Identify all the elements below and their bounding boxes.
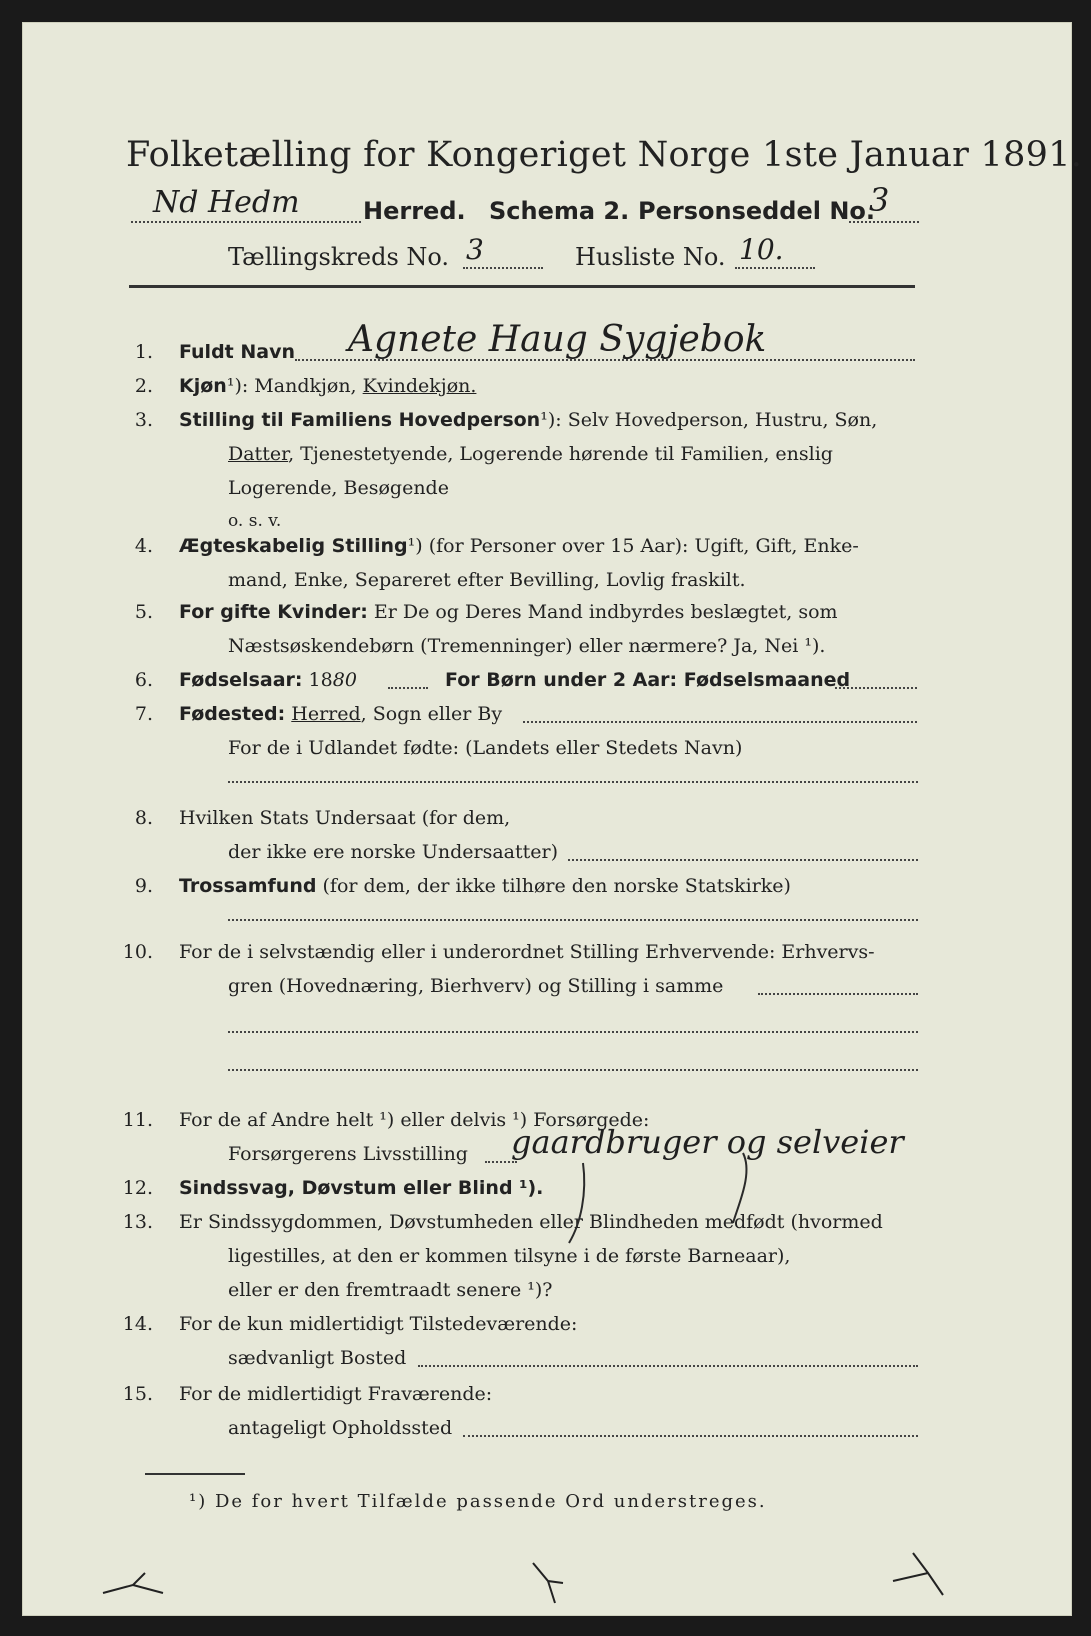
item-text: , Sogn eller By (360, 703, 503, 725)
fill-line (418, 1365, 918, 1367)
husliste-dotted-line (735, 267, 815, 269)
item-number: 6. (134, 669, 153, 691)
item-number: 3. (134, 409, 153, 431)
item-number: 4. (134, 535, 153, 557)
item-text: eller er den fremtraadt senere ¹)? (228, 1279, 553, 1301)
item-text: antageligt Opholdssted (228, 1417, 453, 1439)
item-text: Næstsøskendebørn (Tremenninger) eller nærmere? Ja, Nei ¹). (228, 635, 826, 657)
item-text: o. s. v. (228, 511, 282, 531)
birth-year-value: 80 (332, 669, 357, 691)
item-text: (for dem, der ikke tilhøre den norske Statskirke) (322, 875, 791, 897)
item-text: For de i Udlandet fødte: (Landets eller Stedets Navn) (228, 737, 743, 759)
item-text: For Børn under 2 Aar: Fødselsmaaned (445, 669, 851, 691)
item-number: 8. (134, 807, 153, 829)
item-text: ¹): Mandkjøn, (226, 375, 363, 397)
fill-line (228, 781, 918, 783)
item-number: 13. (122, 1211, 153, 1233)
item-number: 2. (134, 375, 153, 397)
item-label: Sindssvag, Døvstum eller Blind ¹). (179, 1177, 544, 1199)
full-name-value: Agnete Haug Sygjebok (348, 319, 767, 360)
handwritten-strokes (563, 1143, 823, 1253)
personseddel-value: 3 (869, 181, 890, 219)
herred-dotted-line (131, 221, 361, 223)
item-label: For de kun midlertidigt Tilstedeværende: (179, 1313, 578, 1335)
footnote: ¹) De for hvert Tilfælde passende Ord understreges. (189, 1491, 767, 1512)
item-text: Er Sindssygdommen, Døvstumheden eller Blindheden medfødt (hvormed (179, 1211, 883, 1233)
item-number: 14. (122, 1313, 153, 1335)
underlined-choice: Datter (228, 443, 289, 465)
fill-line (523, 721, 917, 723)
header-rule (129, 285, 915, 288)
item-label: Stilling til Familiens Hovedperson (179, 409, 541, 431)
item-number: 12. (122, 1177, 153, 1199)
provider-occupation-value: gaardbruger og selveier (511, 1123, 904, 1161)
item-label: Fuldt Navn (179, 341, 296, 363)
item-label: Hvilken Stats Undersaat (for dem, (179, 807, 511, 829)
personseddel-label: Personseddel No. (638, 197, 876, 225)
fill-line (758, 993, 918, 995)
item-number: 1. (134, 341, 153, 363)
item-label: For gifte Kvinder: (179, 601, 368, 623)
footnote-rule (145, 1473, 245, 1475)
item-label: For de i selvstændig eller i underordnet Stilling Erhvervende: Erhvervs- (179, 941, 875, 963)
item-label: Kjøn (179, 375, 227, 397)
fill-line (568, 859, 918, 861)
birth-year-prefix: 18 (308, 669, 333, 691)
item-number: 7. (134, 703, 153, 725)
fill-line (228, 1031, 918, 1033)
kreds-label: Tællingskreds No. (228, 243, 450, 271)
item-label: Ægteskabelig Stilling (179, 535, 408, 557)
fill-line (835, 687, 917, 689)
item-label: Fødselsaar: (179, 669, 303, 691)
item-number: 11. (122, 1109, 153, 1131)
form-title: Folketælling for Kongeriget Norge 1ste Januar 1891. (126, 135, 1083, 175)
item-label: Fødested: (179, 703, 286, 725)
item-text: ¹) (for Personer over 15 Aar): Ugift, Gift, Enke- (407, 535, 859, 557)
item-text: Er De og Deres Mand indbyrdes beslægtet, som (373, 601, 838, 623)
item-number: 10. (122, 941, 153, 963)
item-label: For de af Andre helt ¹) eller delvis ¹) Forsørgede: (179, 1109, 650, 1131)
item-text: Forsørgerens Livsstilling (228, 1143, 468, 1165)
fill-line (485, 1161, 517, 1163)
kreds-value: 3 (466, 233, 484, 266)
kreds-dotted-line (463, 267, 543, 269)
fill-line (228, 1069, 918, 1071)
item-number: 15. (122, 1383, 153, 1405)
item-label: For de midlertidigt Fraværende: (179, 1383, 493, 1405)
item-number: 5. (134, 601, 153, 623)
fill-line (463, 1435, 918, 1437)
item-label: Trossamfund (179, 875, 317, 897)
item-text: mand, Enke, Separeret efter Bevilling, Lovlig fraskilt. (228, 569, 746, 591)
item-text: der ikke ere norske Undersaatter) (228, 841, 558, 863)
item-text: sædvanligt Bosted (228, 1347, 407, 1369)
husliste-value: 10. (739, 233, 784, 266)
fill-line (388, 687, 428, 689)
item-text: Logerende, Besøgende (228, 477, 449, 499)
herred-value: Nd Hedm (153, 185, 300, 220)
fill-line (228, 919, 918, 921)
item-text: ligestilles, at den er kommen tilsyne i de første Barneaar), (228, 1245, 791, 1267)
item-text: ¹): Selv Hovedperson, Hustru, Søn, (540, 409, 878, 431)
husliste-label: Husliste No. (575, 243, 726, 271)
item-text: gren (Hovednæring, Bierhverv) og Stilling i samme (228, 975, 724, 997)
item-number: 9. (134, 875, 153, 897)
personseddel-dotted-line (849, 221, 919, 223)
underlined-choice: Kvindekjøn. (362, 375, 477, 397)
herred-label: Herred. (363, 197, 466, 225)
census-form-sheet (22, 22, 1083, 1616)
schema-label: Schema 2. (489, 197, 630, 225)
margin-ink-marks (93, 1533, 953, 1613)
underlined-choice: Herred (291, 703, 361, 725)
item-text: , Tjenestetyende, Logerende hørende til Familien, enslig (288, 443, 833, 465)
